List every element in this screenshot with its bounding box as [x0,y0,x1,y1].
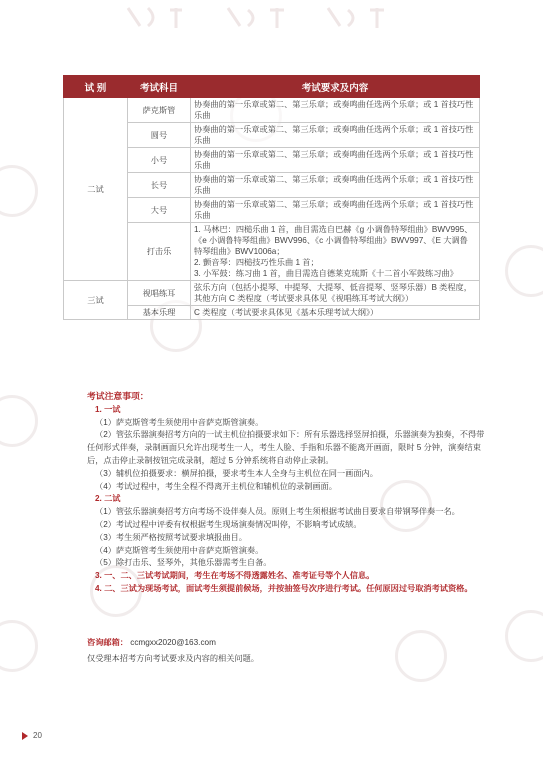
subject-cell: 打击乐 [128,223,191,281]
content-cell: 协奏曲的第一乐章或第二、第三乐章；或奏鸣曲任选两个乐章；或 1 首技巧性乐曲 [191,148,480,173]
note-item: （2）管弦乐器演奏招考方向的一试主机位拍摄要求如下：所有乐器选择竖屏拍摄，乐器演奏为独奏，不得带任何形式伴奏，录制画面只允许出现考生一人，考生人脸、手指和乐器不能离开画面，限时 5 分钟，演奏结束后，点击停止录制按钮完成录制，超过 5 分钟系统将自动停止录制。 [87,430,485,465]
note-item: （3）考生须严格按照考试要求填报曲目。 [95,532,247,542]
table-header-row [64,76,480,98]
contact-block [87,635,259,667]
note-item: （4）萨克斯管考生须使用中音萨克斯管演奏。 [95,545,264,555]
exam-requirements-table [63,75,480,320]
watermark-seal [0,395,38,447]
emphasis-note: 4. 二、三试为现场考试，面试考生须提前候场，并按抽签号次序进行考试。任何原因过号取消考试资格。 [95,583,473,593]
subject-cell: 视唱练耳 [128,281,191,306]
header-content: 考试要求及内容 [191,76,480,98]
triangle-marker-icon [22,732,28,740]
header-subject: 考试科目 [128,76,191,98]
subject-cell: 基本乐理 [128,306,191,320]
header-round: 试 别 [64,76,128,98]
subject-cell: 大号 [128,198,191,223]
subject-cell: 萨克斯管 [128,98,191,123]
note-item: （5）除打击乐、竖琴外，其他乐器需考生自备。 [95,558,272,568]
note-item: （4）考试过程中，考生全程不得离开主机位和辅机位的录制画面。 [95,481,337,491]
content-cell: C 类程度（考试要求具体见《基本乐理考试大纲》） [191,306,480,320]
round-cell-second: 二试 [64,98,128,281]
content-cell: 协奏曲的第一乐章或第二、第三乐章；或奏鸣曲任选两个乐章；或 1 首技巧性乐曲 [191,98,480,123]
page-footer [22,731,42,740]
note-item: （1）管弦乐器演奏招考方向考场不设伴奏人员。原则上考生须根据考试曲目要求自带钢琴伴奏一名。 [95,507,460,517]
section-heading-first-round: 1. 一试 [95,404,121,414]
content-cell [191,223,480,281]
contact-email-link[interactable]: ccmgxx2020@163.com [130,638,216,647]
note-item: （3）辅机位拍摄要求：横屏拍摄，要求考生本人全身与主机位在同一画面内。 [95,468,378,478]
section-heading-second-round: 2. 二试 [95,494,121,504]
note-item: （2）考试过程中评委有权根据考生现场演奏情况叫停，不影响考试成绩。 [95,519,362,529]
subject-cell: 小号 [128,148,191,173]
watermark-seal [395,630,447,682]
content-line: 1. 马林巴：四槌乐曲 1 首，曲目需选自巴赫《g 小调鲁特琴组曲》BWV995、《e 小调鲁特琴组曲》BWV996、《c 小调鲁特琴组曲》BWV997、《E 大调鲁特琴组曲》BWV1006a； [194,225,473,256]
content-cell: 协奏曲的第一乐章或第二、第三乐章；或奏鸣曲任选两个乐章；或 1 首技巧性乐曲 [191,198,480,223]
contact-description: 仅受理本招考方向考试要求及内容的相关问题。 [87,654,259,663]
watermark-seal [0,620,38,672]
table-row [64,281,480,306]
subject-cell: 长号 [128,173,191,198]
contact-label: 咨询邮箱： [87,638,128,647]
watermark-seal [505,245,543,297]
content-line: 2. 颤音琴：四槌技巧性乐曲 1 首； [194,258,319,267]
round-cell-third: 三试 [64,281,128,320]
subject-cell: 圆号 [128,123,191,148]
exam-notes [87,390,487,596]
notes-heading: 考试注意事项： [87,391,149,401]
watermark-seal [0,165,38,217]
content-cell: 协奏曲的第一乐章或第二、第三乐章；或奏鸣曲任选两个乐章；或 1 首技巧性乐曲 [191,173,480,198]
content-cell: 弦乐方向（包括小提琴、中提琴、大提琴、低音提琴、竖琴乐器）B 类程度，其他方向 C 类程度（考试要求具体见《视唱练耳考试大纲》） [191,281,480,306]
watermark-seal [505,610,543,662]
page-number: 20 [33,731,42,740]
emphasis-note: 3. 一、二、三试考试期间，考生在考场不得透露姓名、准考证号等个人信息。 [95,571,375,581]
note-item: （1）萨克斯管考生须使用中音萨克斯管演奏。 [95,417,264,427]
content-cell: 协奏曲的第一乐章或第二、第三乐章；或奏鸣曲任选两个乐章；或 1 首技巧性乐曲 [191,123,480,148]
content-line: 3. 小军鼓：练习曲 1 首，曲目需选自德莱克琉斯《十二首小军鼓练习曲》 [194,269,458,278]
table-row [64,98,480,123]
watermark-logo [118,4,428,30]
